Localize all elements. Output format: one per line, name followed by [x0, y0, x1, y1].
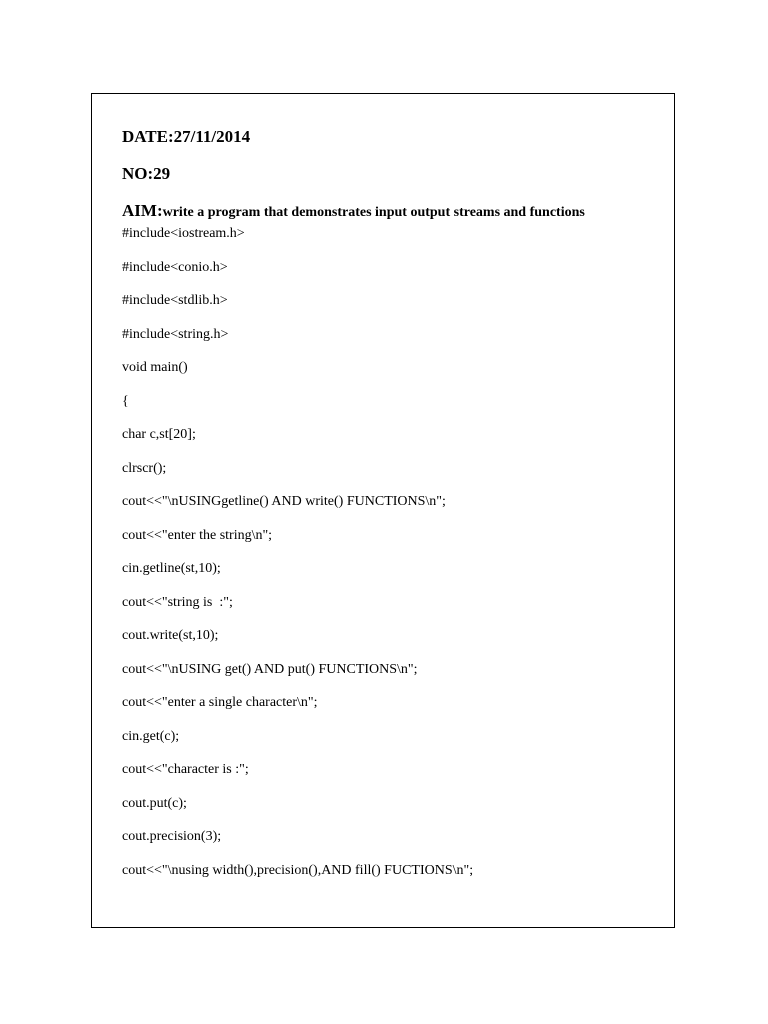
code-line: #include<iostream.h> — [122, 226, 245, 241]
number-heading: NO:29 — [122, 164, 171, 183]
code-line: #include<stdlib.h> — [122, 293, 228, 308]
code-line: cout.put(c); — [122, 795, 187, 811]
code-line: void main() — [122, 360, 188, 375]
document-content — [122, 124, 654, 895]
code-line: cout.precision(3); — [122, 829, 222, 844]
code-line: #include<conio.h> — [122, 259, 228, 275]
aim-heading — [122, 201, 654, 221]
code-line: { — [122, 393, 129, 409]
code-line: cout<<"enter the string\n"; — [122, 527, 273, 543]
code-line: cout<<"\nUSING get() AND put() FUNCTIONS\n"; — [122, 661, 418, 677]
code-line: cout<<"\nUSINGgetline() AND write() FUNCTIONS\n"; — [122, 494, 446, 509]
code-line: cout<<"character is :"; — [122, 762, 249, 777]
code-line: cin.getline(st,10); — [122, 561, 221, 576]
code-listing — [122, 225, 654, 880]
code-line: cin.get(c); — [122, 728, 180, 744]
code-line: #include<string.h> — [122, 326, 229, 342]
code-line: clrscr(); — [122, 460, 167, 476]
code-line: cout<<"string is :"; — [122, 594, 233, 610]
page-frame — [91, 93, 675, 928]
code-line: cout<<"enter a single character\n"; — [122, 695, 318, 710]
aim-label: AIM: — [122, 201, 163, 220]
code-line: char c,st[20]; — [122, 427, 196, 442]
aim-text: write a program that demonstrates input output streams and functions — [162, 205, 585, 220]
code-line: cout<<"\nusing width(),precision(),AND fill() FUCTIONS\n"; — [122, 862, 474, 878]
date-heading: DATE:27/11/2014 — [122, 127, 251, 146]
code-line: cout.write(st,10); — [122, 628, 219, 643]
